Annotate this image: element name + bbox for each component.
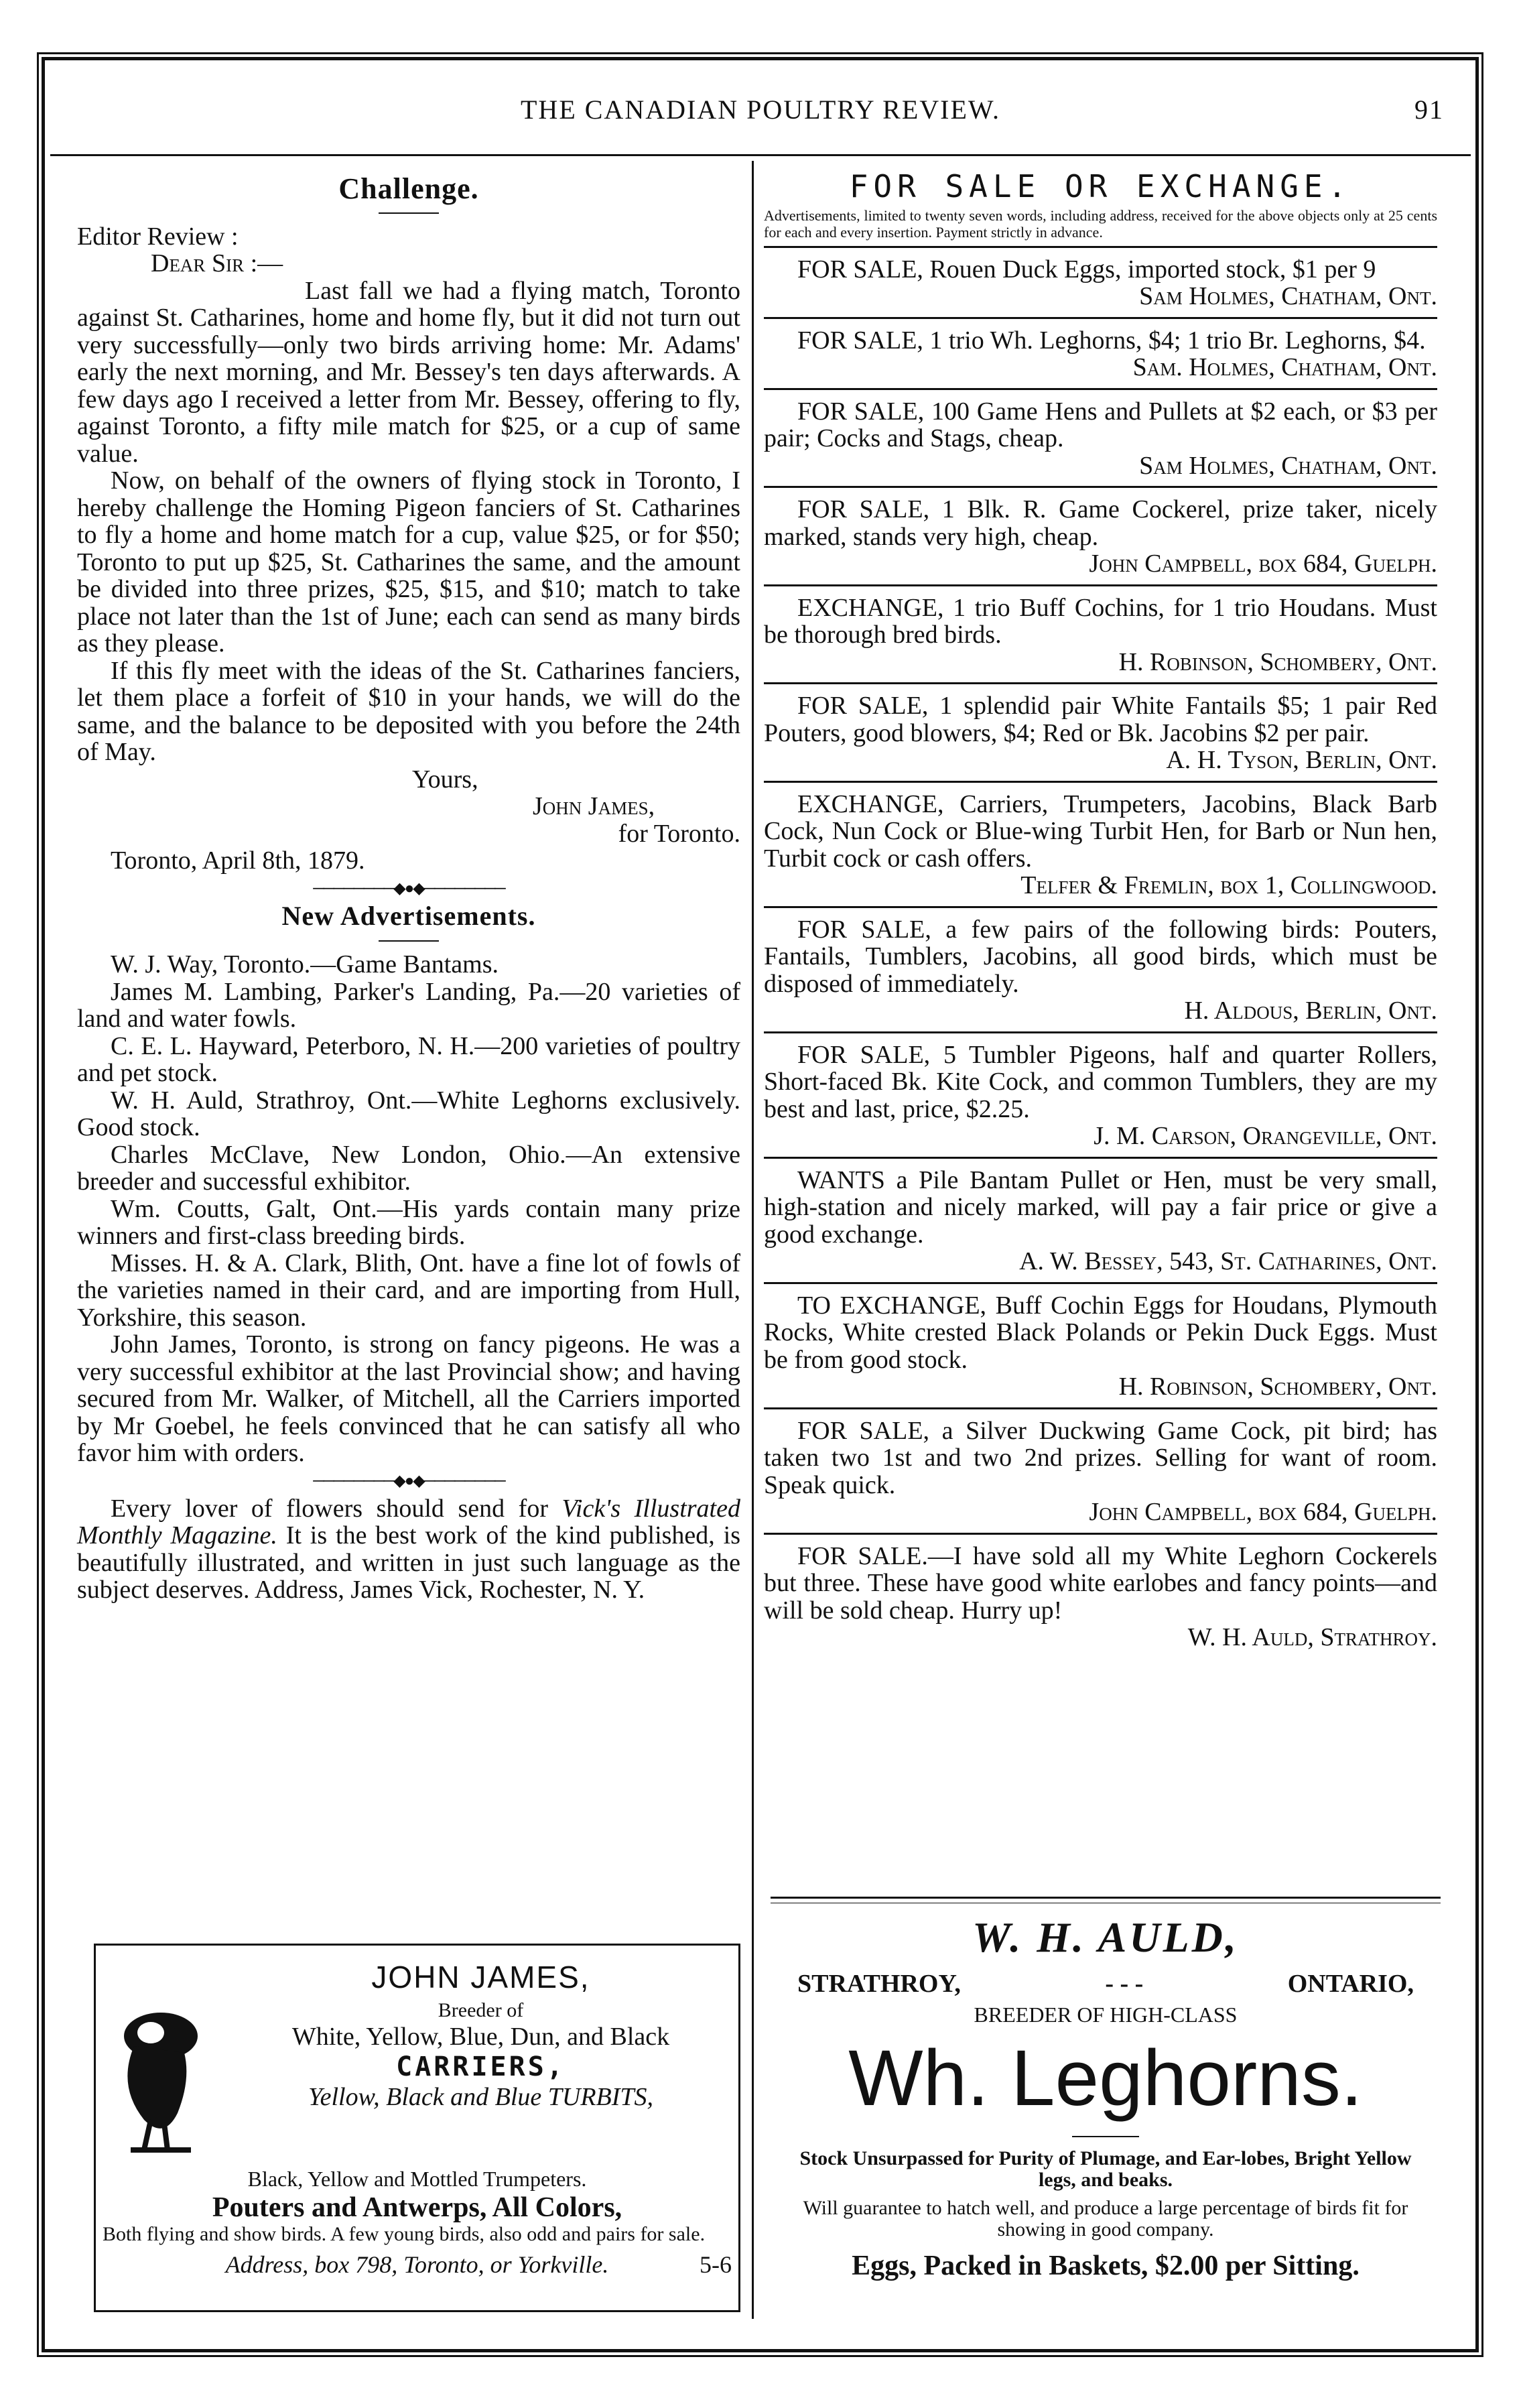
new-ad-item: Wm. Coutts, Galt, Ont.—His yards contain many prize winners and first-class breeding birds. (77, 1194, 740, 1250)
heading-rule (379, 940, 439, 942)
column-divider (752, 161, 754, 2319)
ornament-divider: ────────◆●◆──────── (313, 879, 505, 897)
turbits-line: Yellow, Black and Blue TURBITS, (308, 2083, 654, 2111)
ad-text: FOR SALE, a Silver Duckwing Game Cock, pit bird; has taken two 1st and two 2nd prizes. Selling for want of room. Speak quick. (764, 1416, 1437, 1499)
dateline: Toronto, April 8th, 1879. (111, 846, 365, 875)
ad-signature: John Campbell, box 684, Guelph. (1089, 1498, 1437, 1526)
ad-signature: W. H. Auld, Strathroy. (1187, 1623, 1437, 1651)
classified-ad (764, 1157, 1437, 1282)
classified-ad (764, 781, 1437, 906)
carrier-colors: White, Yellow, Blue, Dun, and Black (291, 2023, 670, 2051)
classified-ad (764, 1407, 1437, 1533)
ad-text: FOR SALE, 100 Game Hens and Pullets at $2 each, or $3 per pair; Cocks and Stags, cheap. (764, 397, 1437, 452)
new-ad-item: W. J. Way, Toronto.—Game Bantams. (111, 950, 499, 978)
page-number: 91 (1414, 94, 1444, 125)
address-text: Address, box 798, Toronto, or Yorkville. (225, 2251, 609, 2278)
new-ads-heading: New Advertisements. (281, 900, 536, 931)
classified-ad (764, 906, 1437, 1031)
new-ad-item: C. E. L. Hayward, Peterboro, N. H.—200 varieties of poultry and pet stock. (77, 1031, 740, 1087)
classified-ad (764, 1282, 1437, 1407)
ad-text: FOR SALE.—I have sold all my White Leghorn Cockerels but three. These have good white earlobes and fancy points—and will be sold cheap. Hurry up! (764, 1541, 1437, 1625)
ad-signature: J. M. Carson, Orangeville, Ont. (1094, 1122, 1437, 1150)
challenge-heading: Challenge. (338, 172, 479, 205)
trumpeters-line: Black, Yellow and Mottled Trumpeters. (247, 2167, 587, 2191)
ad-text: FOR SALE, 1 splendid pair White Fantails $5; 1 pair Red Pouters, good blowers, $4; Red or Bk. Jacobins $2 per pair. (764, 692, 1437, 747)
running-header (57, 94, 1464, 134)
right-column (764, 168, 1437, 1658)
classified-ad (764, 1031, 1437, 1157)
heading-rule (379, 212, 439, 214)
new-ad-item: Charles McClave, New London, Ohio.—An extensive breeder and successful exhibitor. (77, 1140, 740, 1196)
publication-title: THE CANADIAN POULTRY REVIEW. (521, 94, 1000, 125)
ornament-divider: ────────◆●◆──────── (313, 1472, 505, 1490)
vick-magazine-title: Vick's Illustrated Monthly Magazine. (77, 1494, 740, 1549)
ad-signature: H. Robinson, Schombery, Ont. (1118, 647, 1437, 676)
auld-stock: Stock Unsurpassed for Purity of Plumage, and Ear-lobes, Bright Yellow legs, and beaks. (799, 2147, 1412, 2191)
auld-name: W. H. AULD, (972, 1913, 1239, 1961)
auld-breed: Wh. Leghorns. (848, 2034, 1363, 2122)
breeder-label: Breeder of (438, 1999, 524, 2021)
john-james-ad-lower (103, 2167, 732, 2279)
new-ad-item: Misses. H. & A. Clark, Blith, Ont. have a fine lot of fowls of the varieties named in their card, and are importing from Hull, Yorkshire, this season. (77, 1249, 740, 1332)
for-sale-heading: FOR SALE OR EXCHANGE. (849, 168, 1352, 204)
auld-eggs: Eggs, Packed in Baskets, $2.00 per Sitting. (852, 2251, 1360, 2281)
ad-signature: A. H. Tyson, Berlin, Ont. (1166, 746, 1437, 774)
vick-notice (77, 1495, 740, 1604)
ad-terms: Advertisements, limited to twenty seven words, including address, received for the above objects only at 25 cents for each and every insertion. Payment strictly in advance. (764, 206, 1437, 241)
ad-signature: Telfer & Fremlin, box 1, Collingwood. (1020, 871, 1437, 899)
ad-text: FOR SALE, 1 Blk. R. Game Cockerel, prize taker, nicely marked, stands very high, cheap. (764, 495, 1437, 551)
challenge-paragraph-2: Now, on behalf of the owners of flying stock in Toronto, I hereby challenge the Homing Pigeon fanciers of St. Catharines to fly a home and home match for a cup, value $25, or for $50; Toronto to put up $25, St. Catharines the same, and the amount be divided into three prizes, $25, $15, and $10; match to take place not later than the 1st of June; each can send as many birds as they please. (77, 466, 740, 657)
ad-signature: A. W. Bessey, 543, St. Catharines, Ont. (1019, 1247, 1437, 1275)
left-column (77, 168, 740, 1604)
flying-line: Both flying and show birds. A few young birds, also odd and pairs for sale. (103, 2223, 706, 2245)
auld-display-ad (771, 1897, 1441, 2282)
header-rule (50, 154, 1471, 156)
challenge-paragraph-3: If this fly meet with the ideas of the St. Catharines fanciers, let them place a forfeit of $10 in your hands, we will do the same, and the balance to be deposited with you before the 24th of May. (77, 656, 740, 766)
pouters-line: Pouters and Antwerps, All Colors, (212, 2192, 622, 2223)
classified-ad (764, 584, 1437, 683)
ad-text: FOR SALE, 1 trio Wh. Leghorns, $4; 1 trio Br. Leghorns, $4. (797, 326, 1426, 355)
vick-text: It is the best work of the kind published, is beautifully illustrated, and written in just such language as the subject deserves. Address, James Vick, Rochester, N. Y. (77, 1521, 740, 1604)
new-ad-item: John James, Toronto, is strong on fancy pigeons. He was a very successful exhibitor at the last Provincial show; and having secured from Mr. Walker, of Mitchell, all the Carriers imported by Mr Goebel, he feels convinced that he can satisfy all who favor him with orders. (77, 1330, 740, 1467)
classified-ad (764, 1533, 1437, 1658)
pigeon-icon (104, 2006, 218, 2160)
john-james-ad-text (230, 1959, 732, 2112)
ad-top-rule (771, 1897, 1441, 1903)
auld-guarantee: Will guarantee to hatch well, and produce a large percentage of birds fit for showing in good company. (803, 2197, 1408, 2240)
ad-rule (1072, 2136, 1139, 2137)
salutation: Editor Review : (77, 222, 239, 251)
challenge-paragraph-1: Last fall we had a flying match, Toronto against St. Catharines, home and home fly, but it did not turn out very successfully—only two birds arriving home: Mr. Adams' early the next morning, and Mr. Bessey's ten days afterwards. A few days ago I received a letter from Mr. Bessey, offering to fly, against Toronto, a fifty mile match for $25, or a cup of same value. (77, 276, 740, 468)
classified-ad (764, 486, 1437, 584)
signer-for: for Toronto. (618, 819, 740, 848)
auld-province: ONTARIO, (1287, 1970, 1414, 1998)
auld-location (771, 1969, 1441, 1999)
classified-ad (764, 317, 1437, 388)
john-james-ad (94, 1944, 740, 2312)
classified-ad (764, 682, 1437, 781)
ad-signature: John Campbell, box 684, Guelph. (1089, 550, 1437, 578)
ad-text: FOR SALE, Rouen Duck Eggs, imported stock, $1 per 9 (797, 255, 1376, 283)
carriers-label: CARRIERS, (396, 2051, 566, 2082)
ad-text: EXCHANGE, Carriers, Trumpeters, Jacobins, Black Barb Cock, Nun Cock or Blue-wing Turbit Hen, for Barb or Nun hen, Turbit cock or cash offers. (764, 789, 1437, 873)
ad-signature: Sam. Holmes, Chatham, Ont. (1132, 353, 1437, 381)
salutation-dear-sir: Dear Sir :— (151, 249, 283, 277)
ad-signature: Sam Holmes, Chatham, Ont. (1139, 451, 1437, 480)
ad-signature: H. Robinson, Schombery, Ont. (1118, 1373, 1437, 1401)
classified-ad (764, 388, 1437, 487)
auld-town: STRATHROY, (797, 1970, 961, 1998)
auld-dashes: - - - (1105, 1970, 1144, 1998)
vick-text: Every lover of flowers should send for (111, 1494, 562, 1523)
signer-name: John James, (533, 792, 655, 820)
address-line (103, 2251, 732, 2279)
ad-signature: Sam Holmes, Chatham, Ont. (1139, 282, 1437, 310)
ad-signature: H. Aldous, Berlin, Ont. (1184, 997, 1437, 1025)
ad-text: WANTS a Pile Bantam Pullet or Hen, must be very small, high-station and nicely marked, will pay a fair price or give a good exchange. (764, 1165, 1437, 1249)
ad-text: FOR SALE, a few pairs of the following birds: Pouters, Fantails, Tumblers, Jacobins, all good birds, which must be disposed of immediately. (764, 915, 1437, 998)
closing: Yours, (412, 765, 478, 794)
ad-text: TO EXCHANGE, Buff Cochin Eggs for Houdans, Plymouth Rocks, White crested Black Polands or Pekin Duck Eggs. Must be from good stock. (764, 1291, 1437, 1374)
new-ad-item: James M. Lambing, Parker's Landing, Pa.—20 varieties of land and water fowls. (77, 977, 740, 1033)
classified-ad (764, 246, 1437, 317)
ad-text: FOR SALE, 5 Tumbler Pigeons, half and quarter Rollers, Short-faced Bk. Kite Cock, and common Tumblers, they are my best and last, price, $2.25. (764, 1040, 1437, 1123)
breeder-name: JOHN JAMES, (371, 1960, 590, 1994)
new-ad-item: W. H. Auld, Strathroy, Ont.—White Leghorns exclusively. Good stock. (77, 1086, 740, 1141)
ad-text: EXCHANGE, 1 trio Buff Cochins, for 1 trio Houdans. Must be thorough bred birds. (764, 593, 1437, 649)
auld-breeder: BREEDER OF HIGH-CLASS (974, 2003, 1238, 2027)
ad-code: 5-6 (700, 2251, 732, 2278)
